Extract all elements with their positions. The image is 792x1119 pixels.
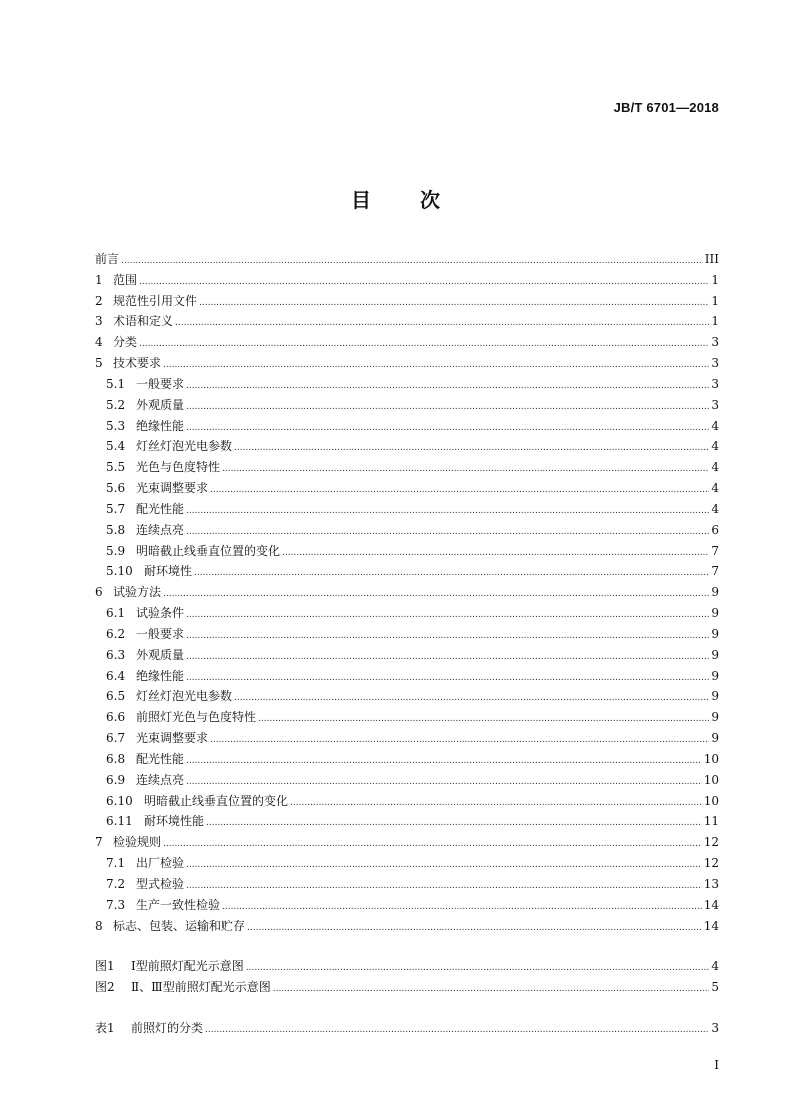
toc-entry-label: 外观质量 (136, 397, 185, 412)
toc-entry[interactable] (95, 416, 719, 437)
toc-entry-label: 连续点亮 (136, 772, 185, 787)
toc-entry-page: 9 (711, 668, 719, 683)
toc-entry-label: 型式检验 (136, 876, 185, 891)
toc-entry[interactable] (95, 499, 719, 520)
toc-entry-page: 7 (711, 564, 719, 579)
toc-entry-number: 7.1 (106, 856, 126, 871)
toc-entry-number: 5 (95, 356, 103, 371)
toc-entry[interactable] (95, 916, 719, 937)
toc-entry-page: 4 (711, 418, 719, 433)
toc-entry[interactable] (95, 541, 719, 562)
toc-dot-leader (222, 897, 702, 918)
toc-entry-page: 12 (703, 856, 719, 871)
toc-entry-label: 一般要求 (136, 376, 185, 391)
toc-entry[interactable] (95, 249, 719, 270)
toc-entry[interactable] (95, 582, 719, 603)
toc-entry-label: 分类 (113, 335, 138, 350)
toc-entry-label: 试验条件 (136, 606, 185, 621)
toc-entry-label: 光束调整要求 (136, 481, 209, 496)
toc-dot-leader (186, 376, 709, 397)
toc-entry-label: 前言 (95, 252, 120, 266)
toc-dot-leader (186, 418, 709, 439)
toc-entry-label: 术语和定义 (113, 314, 174, 329)
toc-entry-number: 7 (95, 835, 103, 850)
toc-entry-number: 6.11 (106, 814, 133, 829)
toc-entry-label: Ⅱ、Ⅲ型前照灯配光示意图 (131, 980, 271, 995)
toc-dot-leader (186, 855, 702, 876)
toc-entry[interactable] (95, 749, 719, 770)
page-title (0, 184, 792, 213)
toc-entry-page: 13 (703, 876, 719, 891)
toc-entry-page: 14 (703, 918, 719, 933)
toc-dot-leader (210, 480, 709, 501)
toc-dot-leader (194, 563, 709, 584)
toc-dot-leader (186, 397, 709, 418)
toc-entry-label: 试验方法 (113, 585, 162, 600)
toc-entry-label: 绝缘性能 (136, 418, 185, 433)
toc-dot-leader (206, 813, 702, 834)
toc-dot-leader (175, 313, 709, 334)
toc-dot-leader (186, 751, 702, 772)
toc-entry-label: 配光性能 (136, 501, 185, 516)
toc-entry-number: 图1 (95, 959, 115, 974)
toc-entry[interactable] (95, 311, 719, 332)
toc-entry[interactable] (95, 832, 719, 853)
toc-dot-leader (247, 918, 702, 939)
toc-entry-number: 5.7 (106, 501, 126, 516)
toc-entry-label: 技术要求 (113, 356, 162, 371)
toc-entry-number: 6.5 (106, 689, 126, 704)
toc-dot-leader (282, 543, 709, 564)
toc-entry-page: 9 (711, 585, 719, 600)
toc-entry-number: 5.6 (106, 481, 126, 496)
title-part-1: 目 (351, 188, 372, 212)
toc-entry[interactable] (95, 686, 719, 707)
toc-dot-leader (186, 876, 702, 897)
toc-entry-page: 4 (711, 460, 719, 475)
toc-entry-page: 4 (711, 439, 719, 454)
page-number: I (714, 1058, 719, 1072)
toc-entry[interactable] (95, 770, 719, 791)
toc-entry-number: 6.4 (106, 668, 126, 683)
toc-dot-leader (163, 584, 709, 605)
toc-entry-label: 前照灯的分类 (131, 1020, 204, 1035)
title-part-2: 次 (420, 188, 441, 212)
toc-entry-number: 6 (95, 585, 103, 600)
toc-entry-page: 3 (711, 356, 719, 371)
toc-dot-leader (139, 334, 709, 355)
toc-entry-label: Ⅰ型前照灯配光示意图 (131, 959, 244, 974)
toc-dot-leader (186, 772, 702, 793)
toc-entry-page: 9 (711, 647, 719, 662)
toc-dot-leader (273, 979, 709, 1000)
toc-entry[interactable] (95, 874, 719, 895)
toc-entry[interactable] (95, 603, 719, 624)
toc-entry-page: 1 (711, 314, 719, 329)
toc-entry-label: 连续点亮 (136, 522, 185, 537)
toc-entry-number: 5.9 (106, 543, 126, 558)
toc-entry[interactable] (95, 353, 719, 374)
toc-entry[interactable] (95, 436, 719, 457)
toc-dot-leader (186, 605, 709, 626)
figure-entry[interactable] (95, 956, 719, 977)
toc-dot-leader (246, 958, 709, 979)
toc-dot-leader (163, 355, 709, 376)
toc-entry-page: 1 (711, 293, 719, 308)
toc-dot-leader (199, 293, 709, 314)
toc-entry[interactable] (95, 478, 719, 499)
toc-entry-page: 3 (711, 335, 719, 350)
toc-dot-leader (139, 272, 709, 293)
toc-dot-leader (186, 522, 709, 543)
toc-entry[interactable] (95, 728, 719, 749)
toc-entry-label: 耐环境性能 (144, 814, 205, 829)
toc-entry-number: 6.7 (106, 731, 126, 746)
toc-dot-leader (290, 793, 702, 814)
toc-entry-page: 3 (711, 397, 719, 412)
toc-dot-leader (205, 1020, 709, 1041)
toc-entry-page: 5 (711, 980, 719, 995)
toc-entry-page: 1 (711, 272, 719, 287)
toc-entry-label: 配光性能 (136, 751, 185, 766)
toc-entry-page: 14 (703, 897, 719, 912)
toc-entry-number: 6.1 (106, 606, 126, 621)
toc-entry-page: 9 (711, 731, 719, 746)
toc-entry-page: III (704, 252, 719, 266)
toc-entry-label: 出厂检验 (136, 856, 185, 871)
toc-entry-label: 绝缘性能 (136, 668, 185, 683)
toc-entry-label: 规范性引用文件 (113, 293, 198, 308)
toc-dot-leader (186, 626, 709, 647)
table-entry[interactable] (95, 1018, 719, 1039)
toc-entry-page: 10 (703, 751, 719, 766)
toc-entry-label: 范围 (113, 272, 138, 287)
toc-entry[interactable] (95, 811, 719, 832)
toc-entry-number: 4 (95, 335, 103, 350)
toc-entry-label: 灯丝灯泡光电参数 (136, 689, 233, 704)
toc-entry-label: 明暗截止线垂直位置的变化 (144, 793, 289, 808)
toc-entry-number: 6.10 (106, 793, 133, 808)
toc-entry[interactable] (95, 853, 719, 874)
toc-entry-page: 4 (711, 501, 719, 516)
toc-entry[interactable] (95, 791, 719, 812)
toc-dot-leader (258, 709, 709, 730)
toc-entry[interactable] (95, 332, 719, 353)
toc-entry[interactable] (95, 457, 719, 478)
toc-entry-number: 3 (95, 314, 103, 329)
toc-entry-page: 10 (703, 793, 719, 808)
toc-entry-label: 明暗截止线垂直位置的变化 (136, 543, 281, 558)
toc-dot-leader (234, 438, 709, 459)
toc-entry[interactable] (95, 624, 719, 645)
toc-entry-label: 外观质量 (136, 647, 185, 662)
toc-entry-page: 9 (711, 626, 719, 641)
toc-entry-number: 图2 (95, 980, 115, 995)
toc-entry-number: 6.9 (106, 772, 126, 787)
toc-entry[interactable] (95, 270, 719, 291)
toc-entry[interactable] (95, 895, 719, 916)
toc-entry-number: 6.8 (106, 751, 126, 766)
toc-entry-page: 12 (703, 835, 719, 850)
toc-entry-number: 1 (95, 272, 103, 287)
toc-entry-number: 7.3 (106, 897, 126, 912)
toc-entry-page: 9 (711, 710, 719, 725)
toc-entry-label: 标志、包装、运输和贮存 (113, 918, 246, 933)
toc-dot-leader (186, 647, 709, 668)
toc-entry-label: 耐环境性 (144, 564, 193, 579)
toc-entry-label: 灯丝灯泡光电参数 (136, 439, 233, 454)
toc-entry-number: 5.1 (106, 376, 126, 391)
standard-code: JB/T 6701—2018 (613, 100, 719, 115)
toc-entry-page: 9 (711, 689, 719, 704)
toc-entry-page: 10 (703, 772, 719, 787)
toc-entry-label: 检验规则 (113, 835, 162, 850)
toc-entry[interactable] (95, 520, 719, 541)
toc-dot-leader (186, 668, 709, 689)
toc-entry-number: 5.5 (106, 460, 126, 475)
toc-entry[interactable] (95, 561, 719, 582)
toc-entry-page: 11 (703, 814, 719, 829)
toc-entry-label: 前照灯光色与色度特性 (136, 710, 257, 725)
toc-entry[interactable] (95, 707, 719, 728)
toc-entry-page: 3 (711, 1020, 719, 1035)
toc-entry[interactable] (95, 291, 719, 312)
toc-entry[interactable] (95, 395, 719, 416)
toc-entry-number: 表1 (95, 1020, 115, 1035)
toc-entry[interactable] (95, 374, 719, 395)
toc-entry[interactable] (95, 645, 719, 666)
toc-dot-leader (234, 688, 709, 709)
toc-dot-leader (186, 501, 709, 522)
toc-entry-number: 6.6 (106, 710, 126, 725)
toc-entry-page: 7 (711, 543, 719, 558)
toc-entry-page: 4 (711, 959, 719, 974)
toc-entry-label: 光束调整要求 (136, 731, 209, 746)
toc-entry-number: 6.3 (106, 647, 126, 662)
toc-entry-number: 5.8 (106, 522, 126, 537)
toc-entry[interactable] (95, 666, 719, 687)
toc-entry-page: 4 (711, 481, 719, 496)
toc-table-entries (95, 1018, 719, 1039)
toc-main-entries (95, 249, 719, 936)
toc-dot-leader (210, 730, 709, 751)
toc-entry-page: 9 (711, 606, 719, 621)
toc-entry-label: 一般要求 (136, 626, 185, 641)
toc-entry-number: 8 (95, 918, 103, 933)
toc-entry-label: 生产一致性检验 (136, 897, 221, 912)
toc-entry-number: 5.3 (106, 418, 126, 433)
toc-entry-number: 5.2 (106, 397, 126, 412)
toc-dot-leader (121, 251, 703, 272)
toc-entry-page: 3 (711, 376, 719, 391)
toc-entry-label: 光色与色度特性 (136, 460, 221, 475)
toc-entry-number: 6.2 (106, 626, 126, 641)
toc-dot-leader (163, 834, 702, 855)
toc-entry-number: 5.4 (106, 439, 126, 454)
toc-entry-number: 2 (95, 293, 103, 308)
figure-entry[interactable] (95, 977, 719, 998)
toc-entry-number: 5.10 (106, 564, 133, 579)
toc-entry-page: 6 (711, 522, 719, 537)
toc-dot-leader (222, 459, 709, 480)
toc-entry-number: 7.2 (106, 876, 126, 891)
toc-figure-entries (95, 956, 719, 998)
table-of-contents (95, 249, 719, 1039)
